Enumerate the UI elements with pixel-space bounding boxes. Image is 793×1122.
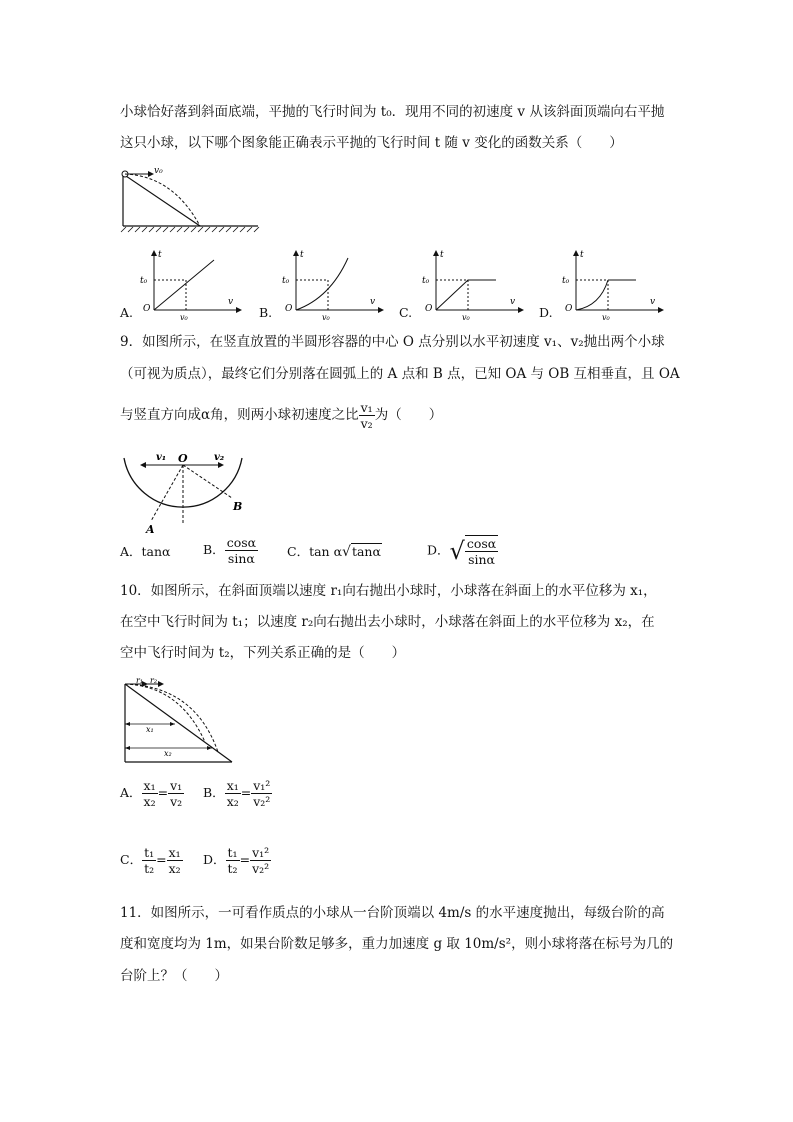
q8-option-a[interactable]: A. — [120, 305, 134, 320]
q10-option-c[interactable]: C． $\frac{\text{t₁}}{\text{t₂}}$ = $\frac{\text{x₁}}{\text{x₂}}$ — [120, 845, 181, 876]
q9-text-line3: 与竖直方向成α角，则两小球初速度之比 $\frac{\text{v₁}}{\text{v₂}}$ 为（ ） — [120, 400, 443, 431]
q11-text-line1: 11．如图所示，一可看作质点的小球从一台阶顶端以 4m/s 的水平速度抛出，每级台阶的高 — [120, 905, 665, 921]
graph-t-label: t — [158, 250, 162, 260]
q8-fig-v0-label: v₀ — [154, 166, 163, 176]
q9-option-a[interactable]: A．tanα — [120, 544, 171, 559]
q8-incline-figure — [118, 164, 268, 236]
q10-fig-r1-label: r₁ — [136, 676, 144, 685]
graph-t0-label: t₀ — [562, 276, 570, 286]
graph-v0-label: v₀ — [462, 313, 470, 320]
q9-fig-v1-label: v₁ — [156, 452, 167, 463]
sqrt-icon: √ — [342, 544, 351, 560]
q11-text-line3: 台阶上？（ ） — [120, 968, 228, 984]
q8-graph-a — [138, 248, 243, 320]
graph-t0-label: t₀ — [140, 276, 148, 286]
graph-t-label: t — [580, 250, 584, 260]
graph-t0-label: t₀ — [422, 276, 430, 286]
q9-text-line1: 9．如图所示，在竖直放置的半圆形容器的中心 O 点分别以水平初速度 v₁、v₂抛出两个小球 — [120, 334, 665, 350]
sqrt-icon: √ — [449, 537, 465, 565]
graph-t-label: t — [300, 250, 304, 260]
q10-fig-x2-label: x₂ — [164, 749, 172, 758]
q9-option-c[interactable]: C．tan α√tanα — [287, 544, 381, 560]
q8-text-line2: 这只小球，以下哪个图象能正确表示平抛的飞行时间 t 随 v 变化的函数关系（ ） — [120, 135, 623, 151]
graph-v-label: v — [510, 297, 516, 307]
graph-origin-label: O — [425, 304, 433, 314]
q8-graph-c — [420, 248, 525, 320]
graph-v0-label: v₀ — [180, 313, 188, 320]
q8-graph-d — [560, 248, 665, 320]
q10-option-d[interactable]: D． $\frac{\text{t₁}}{\text{t₂}}$ = $\frac{\text{v₁²}}{\text{v₂²}}$ — [203, 845, 270, 876]
q10-fig-x1-label: x₁ — [146, 725, 154, 734]
q8-option-d[interactable]: D. — [539, 305, 553, 320]
q8-text-line1: 小球恰好落到斜面底端，平抛的飞行时间为 t₀．现用不同的初速度 v 从该斜面顶端向右平抛 — [120, 104, 665, 120]
graph-origin-label: O — [143, 304, 151, 314]
q10-text-line1: 10．如图所示，在斜面顶端以速度 r₁向右抛出小球时，小球落在斜面上的水平位移为 x₁， — [120, 583, 657, 599]
q10-fig-r2-label: r₂ — [150, 676, 158, 685]
q9-ratio-fraction: $\frac{\text{v₁}}{\text{v₂}}$ — [360, 400, 373, 431]
q10-incline-figure — [120, 676, 240, 766]
q9-option-b[interactable]: B． $\frac{\cos\alpha}{\sin\alpha}$ — [203, 535, 257, 566]
q10-text-line2: 在空中飞行时间为 t₁；以速度 r₂向右抛出去小球时，小球落在斜面上的水平位移为 x₂，在 — [120, 614, 655, 630]
q9-semicircle-figure — [118, 448, 248, 538]
q10-option-b[interactable]: B． $\frac{\text{x₁}}{\text{x₂}}$ = $\frac{\text{v₁²}}{\text{v₂²}}$ — [203, 778, 271, 809]
graph-v-label: v — [370, 297, 376, 307]
graph-origin-label: O — [285, 304, 293, 314]
graph-v0-label: v₀ — [602, 313, 610, 320]
graph-v-label: v — [228, 297, 234, 307]
q10-option-a[interactable]: A． $\frac{\text{x₁}}{\text{x₂}}$ = $\frac{\text{v₁}}{\text{v₂}}$ — [120, 778, 183, 809]
q10-text-line3: 空中飞行时间为 t₂，下列关系正确的是（ ） — [120, 645, 406, 661]
graph-v-label: v — [650, 297, 656, 307]
q9-text-line2: （可视为质点），最终它们分别落在圆弧上的 A 点和 B 点，已知 OA 与 OB 互相垂直，且 OA — [120, 366, 680, 382]
graph-v0-label: v₀ — [322, 313, 330, 320]
graph-t-label: t — [440, 250, 444, 260]
q8-graph-b — [280, 248, 385, 320]
q8-option-c[interactable]: C. — [399, 305, 413, 320]
graph-t0-label: t₀ — [282, 276, 290, 286]
graph-origin-label: O — [565, 304, 573, 314]
q9-fig-a-label: A — [146, 523, 155, 536]
q9-fig-o-label: O — [178, 452, 188, 465]
q9-fig-v2-label: v₂ — [214, 452, 225, 463]
q11-text-line2: 度和宽度均为 1m，如果台阶数足够多，重力加速度 g 取 10m/s²，则小球将落在标号为几的 — [120, 936, 674, 952]
q9-option-d[interactable]: D．√ $\frac{\cos\alpha}{\sin\alpha}$ — [427, 536, 497, 567]
q9-fig-b-label: B — [233, 500, 243, 513]
q8-option-b[interactable]: B. — [259, 305, 273, 320]
